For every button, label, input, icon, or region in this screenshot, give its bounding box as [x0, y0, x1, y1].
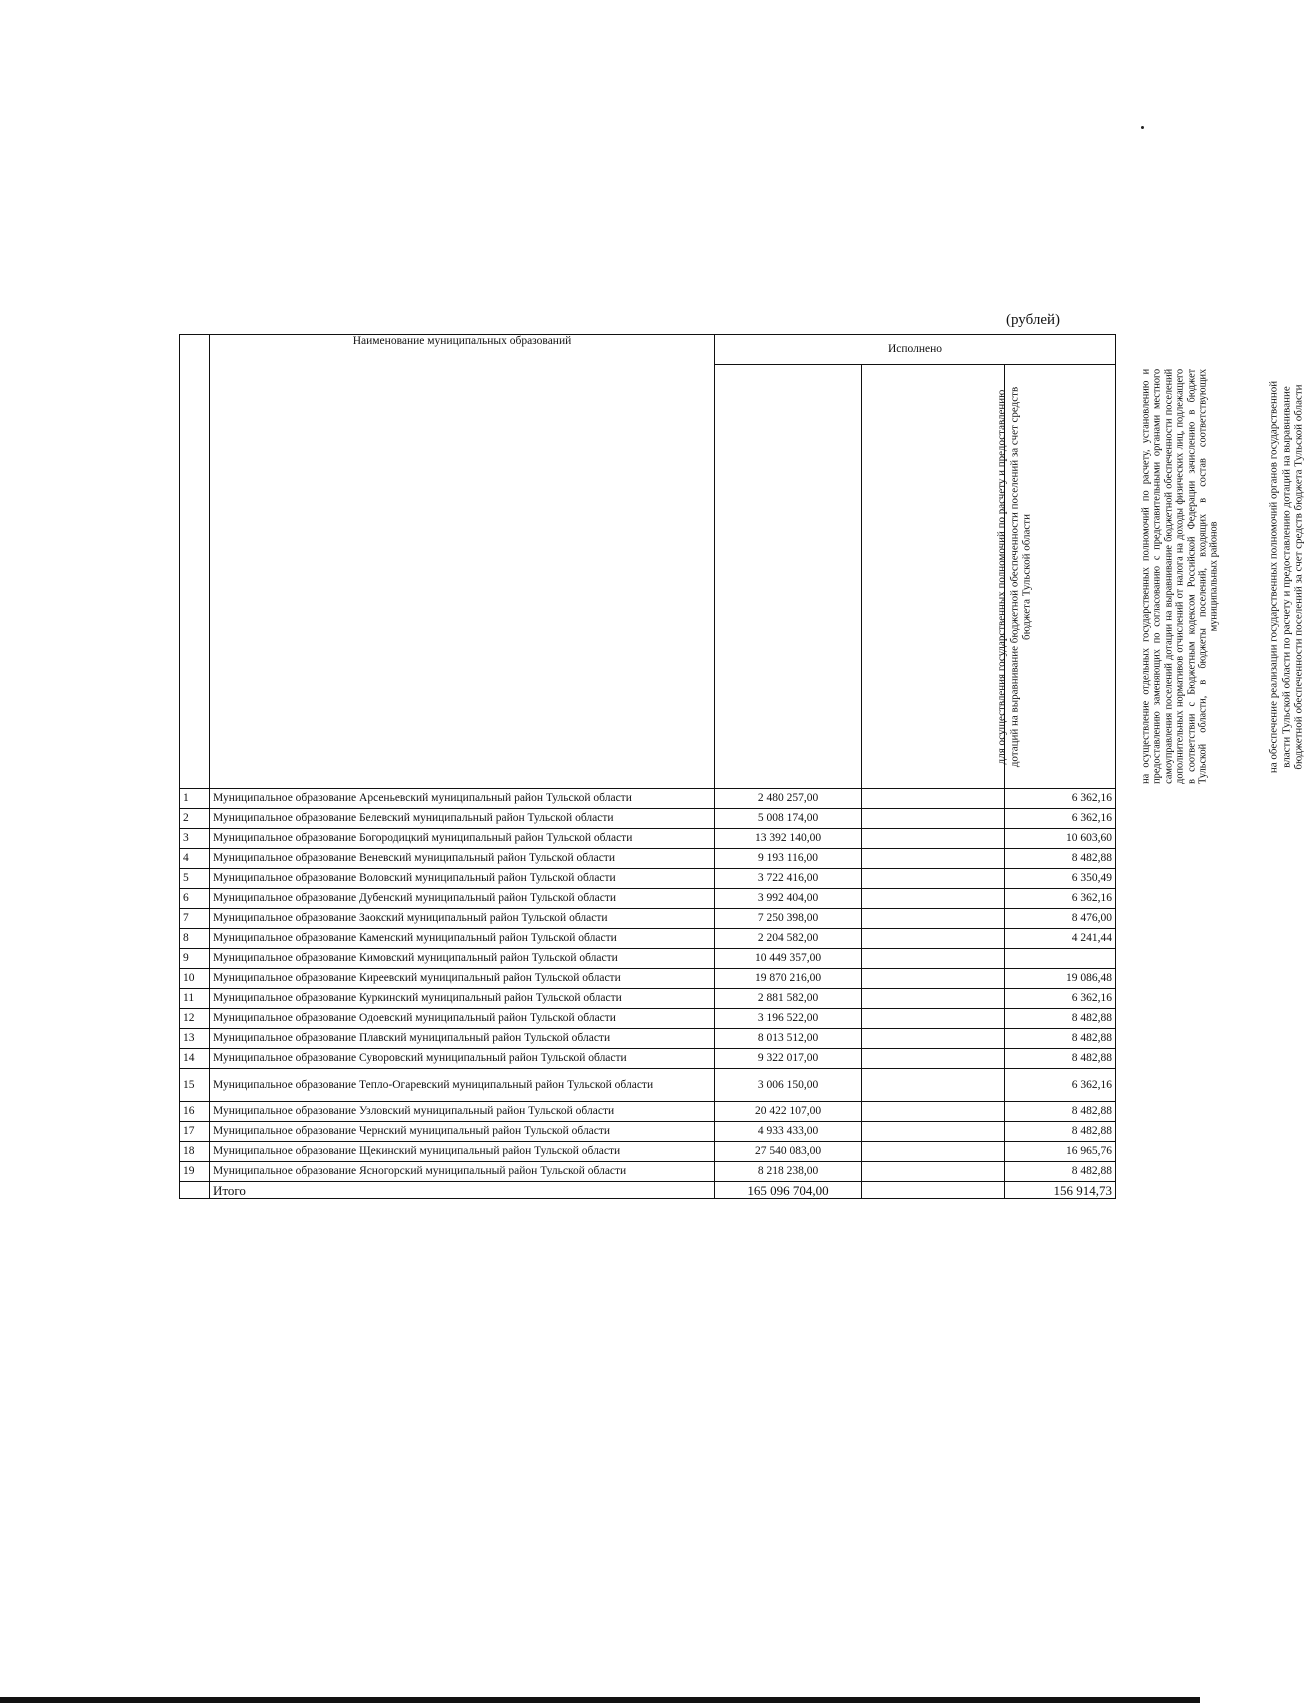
table-row — [180, 1162, 1116, 1182]
row-number: 7 — [180, 909, 210, 929]
total-value-b — [862, 1182, 1005, 1199]
row-value-a: 13 392 140,00 — [715, 829, 862, 849]
row-value-a: 5 008 174,00 — [715, 809, 862, 829]
row-name: Муниципальное образование Узловский муниципальный район Тульской области — [210, 1102, 715, 1122]
row-value-b — [862, 849, 1005, 869]
row-value-b — [862, 869, 1005, 889]
row-value-a: 8 013 512,00 — [715, 1029, 862, 1049]
total-number-cell — [180, 1182, 210, 1199]
row-name: Муниципальное образование Щекинский муниципальный район Тульской области — [210, 1142, 715, 1162]
row-value-c — [1005, 949, 1116, 969]
row-value-a: 27 540 083,00 — [715, 1142, 862, 1162]
row-value-b — [862, 1122, 1005, 1142]
row-number: 8 — [180, 929, 210, 949]
units-label: (рублей) — [1006, 312, 1061, 328]
row-value-c: 6 362,16 — [1005, 989, 1116, 1009]
row-name: Муниципальное образование Киреевский муниципальный район Тульской области — [210, 969, 715, 989]
header-executed-cell — [715, 335, 1116, 365]
total-row — [180, 1182, 1116, 1199]
row-name: Муниципальное образование Одоевский муниципальный район Тульской области — [210, 1009, 715, 1029]
row-name: Муниципальное образование Кимовский муниципальный район Тульской области — [210, 949, 715, 969]
row-number: 10 — [180, 969, 210, 989]
row-value-c: 6 362,16 — [1005, 789, 1116, 809]
row-value-b — [862, 829, 1005, 849]
row-value-a: 9 322 017,00 — [715, 1049, 862, 1069]
row-name: Муниципальное образование Ясногорский муниципальный район Тульской области — [210, 1162, 715, 1182]
row-value-c: 8 482,88 — [1005, 1009, 1116, 1029]
row-value-a: 2 204 582,00 — [715, 929, 862, 949]
row-name: Муниципальное образование Плавский муниципальный район Тульской области — [210, 1029, 715, 1049]
table-row — [180, 989, 1116, 1009]
row-number: 6 — [180, 889, 210, 909]
table-row — [180, 1122, 1116, 1142]
table-row — [180, 969, 1116, 989]
row-number: 2 — [180, 809, 210, 829]
table-row — [180, 1029, 1116, 1049]
header-col-b-label: на осуществление отдельных государственных полномочий по расчету, установлению и предоставлению заменяющих по согласованию с представительными органами местного самоуправления поселений дотации на выравнивание бюджетной обеспеченности поселений дополнительных нормативов отчислений от налога на доходы физических лиц, подлежащего в соответствии с Бюджетным кодексом Российской Федерации зачислению в бюджет Тульской области, в бюджеты поселений, входящих в состав соответствующих муниципальных районов — [1140, 369, 1220, 784]
row-value-b — [862, 1102, 1005, 1122]
row-number: 1 — [180, 789, 210, 809]
row-number: 17 — [180, 1122, 210, 1142]
row-value-b — [862, 969, 1005, 989]
row-value-c: 19 086,48 — [1005, 969, 1116, 989]
table-row — [180, 929, 1116, 949]
table-row — [180, 889, 1116, 909]
table-row — [180, 809, 1116, 829]
scan-bottom-edge — [0, 1697, 1200, 1703]
header-executed-label: Исполнено — [887, 343, 943, 355]
total-label: Итого — [210, 1182, 715, 1199]
row-value-b — [862, 949, 1005, 969]
row-value-c: 16 965,76 — [1005, 1142, 1116, 1162]
row-number: 15 — [180, 1069, 210, 1102]
row-name: Муниципальное образование Тепло-Огаревский муниципальный район Тульской области — [210, 1069, 715, 1102]
row-number: 4 — [180, 849, 210, 869]
row-name: Муниципальное образование Воловский муниципальный район Тульской области — [210, 869, 715, 889]
row-number: 12 — [180, 1009, 210, 1029]
row-value-a: 19 870 216,00 — [715, 969, 862, 989]
scan-speck — [1141, 126, 1144, 129]
row-number: 18 — [180, 1142, 210, 1162]
row-name: Муниципальное образование Чернский муниципальный район Тульской области — [210, 1122, 715, 1142]
table-row — [180, 789, 1116, 809]
row-value-c: 8 482,88 — [1005, 1102, 1116, 1122]
row-value-a: 2 881 582,00 — [715, 989, 862, 1009]
row-value-b — [862, 909, 1005, 929]
row-value-a: 3 722 416,00 — [715, 869, 862, 889]
row-value-b — [862, 1009, 1005, 1029]
row-value-c: 10 603,60 — [1005, 829, 1116, 849]
row-number: 13 — [180, 1029, 210, 1049]
header-col-a-cell — [715, 365, 1033, 789]
row-value-a: 8 218 238,00 — [715, 1162, 862, 1182]
row-value-b — [862, 929, 1005, 949]
row-value-a: 10 449 357,00 — [715, 949, 862, 969]
row-value-a: 7 250 398,00 — [715, 909, 862, 929]
row-value-c: 8 482,88 — [1005, 1029, 1116, 1049]
row-value-a: 3 992 404,00 — [715, 889, 862, 909]
row-name: Муниципальное образование Арсеньевский муниципальный район Тульской области — [210, 789, 715, 809]
row-value-a: 9 193 116,00 — [715, 849, 862, 869]
table-row — [180, 949, 1116, 969]
row-value-b — [862, 889, 1005, 909]
row-value-c: 6 362,16 — [1005, 889, 1116, 909]
header-col-a-label: для осуществления государственных полномочий по расчету и предоставлению дотаций на выравнивание бюджетной обеспеченности поселений за счет средств бюджета Тульской области — [995, 386, 1033, 767]
row-name: Муниципальное образование Суворовский муниципальный район Тульской области — [210, 1049, 715, 1069]
row-name: Муниципальное образование Дубенский муниципальный район Тульской области — [210, 889, 715, 909]
row-value-c: 8 482,88 — [1005, 849, 1116, 869]
table-row — [180, 1009, 1116, 1029]
row-value-a: 3 006 150,00 — [715, 1069, 862, 1102]
total-value-c: 156 914,73 — [1005, 1182, 1116, 1199]
row-number: 3 — [180, 829, 210, 849]
row-number: 9 — [180, 949, 210, 969]
row-value-b — [862, 1069, 1005, 1102]
row-value-c: 4 241,44 — [1005, 929, 1116, 949]
table-row — [180, 1102, 1116, 1122]
row-value-a: 3 196 522,00 — [715, 1009, 862, 1029]
row-value-b — [862, 1142, 1005, 1162]
row-value-a: 20 422 107,00 — [715, 1102, 862, 1122]
header-row-1 — [180, 335, 1116, 365]
row-value-c: 6 362,16 — [1005, 809, 1116, 829]
row-value-c: 8 482,88 — [1005, 1122, 1116, 1142]
row-value-c: 6 362,16 — [1005, 1069, 1116, 1102]
table-row — [180, 909, 1116, 929]
budget-table — [179, 334, 1305, 1199]
row-value-c: 8 482,88 — [1005, 1162, 1116, 1182]
row-number: 19 — [180, 1162, 210, 1182]
header-number-cell — [180, 335, 210, 789]
row-number: 14 — [180, 1049, 210, 1069]
table-row — [180, 1049, 1116, 1069]
row-number: 16 — [180, 1102, 210, 1122]
row-value-b — [862, 1162, 1005, 1182]
row-name: Муниципальное образование Белевский муниципальный район Тульской области — [210, 809, 715, 829]
total-value-a: 165 096 704,00 — [715, 1182, 862, 1199]
row-name: Муниципальное образование Каменский муниципальный район Тульской области — [210, 929, 715, 949]
row-value-c: 8 482,88 — [1005, 1049, 1116, 1069]
table-row — [180, 849, 1116, 869]
row-name: Муниципальное образование Заокский муниципальный район Тульской области — [210, 909, 715, 929]
header-name-label: Наименование муниципальных образований — [352, 335, 572, 347]
row-value-b — [862, 1029, 1005, 1049]
table-row — [180, 869, 1116, 889]
header-col-c-label: на обеспечение реализации государственных полномочий органов государственной власти Тульской области по расчету и предоставлению дотаций на выравнивание бюджетной обеспеченности поселений за счет средств бюджета Тульской области — [1267, 380, 1305, 773]
row-value-b — [862, 809, 1005, 829]
table-row — [180, 1142, 1116, 1162]
row-value-b — [862, 789, 1005, 809]
row-name: Муниципальное образование Веневский муниципальный район Тульской области — [210, 849, 715, 869]
row-number: 5 — [180, 869, 210, 889]
row-value-a: 2 480 257,00 — [715, 789, 862, 809]
table-row — [180, 829, 1116, 849]
row-name: Муниципальное образование Куркинский муниципальный район Тульской области — [210, 989, 715, 1009]
row-value-c: 6 350,49 — [1005, 869, 1116, 889]
header-name-cell — [210, 335, 715, 789]
row-value-b — [862, 989, 1005, 1009]
row-value-b — [862, 1049, 1005, 1069]
table-row — [180, 1069, 1116, 1102]
row-number: 11 — [180, 989, 210, 1009]
row-value-c: 8 476,00 — [1005, 909, 1116, 929]
row-name: Муниципальное образование Богородицкий муниципальный район Тульской области — [210, 829, 715, 849]
row-value-a: 4 933 433,00 — [715, 1122, 862, 1142]
